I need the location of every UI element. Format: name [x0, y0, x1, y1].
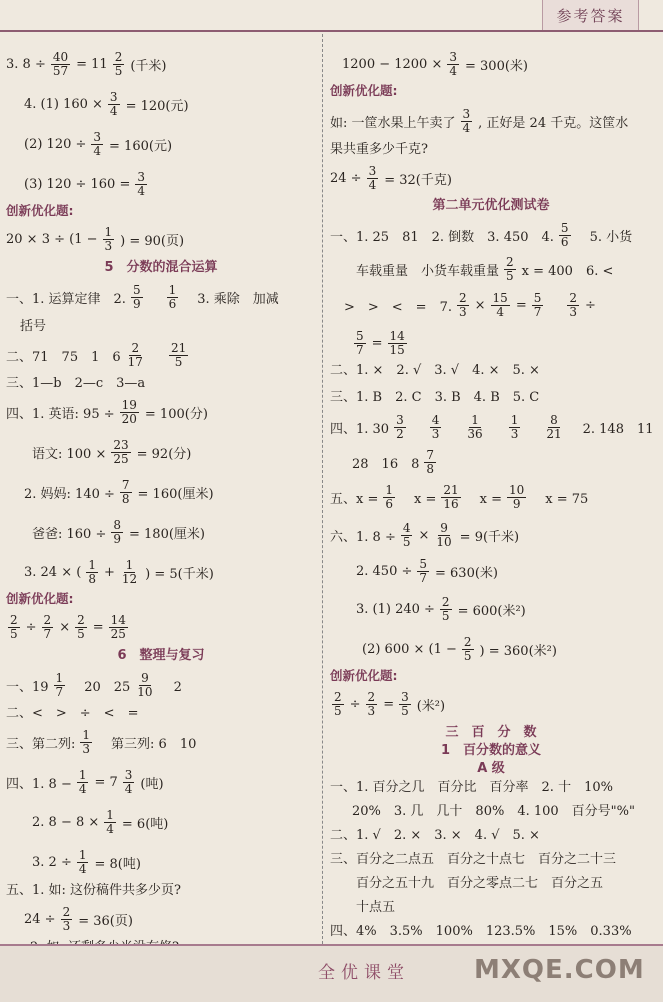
answer-line	[32, 849, 144, 876]
answer-line	[6, 614, 134, 641]
answer-line	[24, 906, 136, 933]
answer-text: 第三列: 6 10	[98, 737, 197, 752]
answer-text: 1200 − 1200 ×	[342, 57, 443, 72]
fraction: $\frac{1}{6}$	[168, 283, 177, 311]
answer-line	[330, 920, 635, 939]
answer-text: 括号	[20, 319, 47, 334]
answer-text: =	[383, 697, 395, 712]
answer-line	[330, 138, 431, 157]
answer-text: (米²)	[416, 699, 446, 714]
fraction: $\frac{5}{9}$	[132, 283, 141, 311]
answer-text: ×	[59, 620, 71, 635]
answer-text: ÷	[349, 697, 361, 712]
answer-text: = 36(页)	[78, 914, 133, 929]
answer-line	[330, 522, 522, 549]
fraction: $\frac{21}{16}$	[443, 483, 459, 511]
fraction: $\frac{2}{5}$	[334, 690, 342, 718]
answer-text: 20 × 3 ÷ (1 −	[6, 232, 98, 247]
section-title: 三 百 分 数	[445, 725, 537, 740]
answer-text: = 100(分)	[144, 407, 208, 422]
fraction: $\frac{1}{8}$	[88, 558, 96, 586]
fraction: $\frac{14}{25}$	[110, 613, 126, 641]
answer-text: = 7	[94, 775, 118, 790]
answer-line	[6, 226, 187, 253]
fraction: $\frac{1}{36}$	[467, 413, 483, 441]
fraction: $\frac{2}{5}$	[506, 255, 514, 283]
answer-line	[356, 558, 501, 585]
answer-line	[330, 414, 657, 441]
answer-text: 二、1. × 2. √ 3. √ 4. × 5. ×	[330, 363, 540, 378]
answer-text: 三、1—b 2—c 3—a	[6, 376, 146, 391]
answer-text	[447, 418, 460, 437]
answer-line	[330, 359, 543, 378]
answer-text: ÷	[585, 298, 596, 313]
answer-line	[356, 896, 398, 915]
answer-text: , 正好是 24 千克。这筐水	[478, 116, 629, 131]
answer-line	[6, 51, 170, 78]
answer-text: 2. 148 11	[569, 422, 654, 437]
answer-text: 车载重量 小货车载重量	[356, 264, 500, 279]
answer-text: =	[371, 336, 383, 351]
answer-text: ) = 90(页)	[120, 234, 185, 249]
page-header-tab	[542, 0, 639, 31]
answer-text	[491, 418, 504, 437]
answer-text: = 9(千米)	[459, 530, 520, 545]
answer-text: 2. 妈妈: 140 ÷	[24, 487, 115, 502]
fraction: $\frac{3}{2}$	[396, 413, 404, 441]
fraction: $\frac{3}{4}$	[137, 170, 145, 198]
fraction: $\frac{23}{25}$	[113, 438, 129, 466]
answer-text: 三、1. B 2. C 3. B 4. B 5. C	[330, 390, 540, 405]
answer-text: 百分之五十九 百分之零点二七 百分之五	[356, 876, 604, 891]
answer-text	[549, 296, 562, 315]
fraction: $\frac{2}{5}$	[77, 613, 85, 641]
answer-line	[32, 519, 208, 546]
fraction: $\frac{2}{3}$	[367, 690, 376, 718]
answer-text: (2) 120 ÷	[24, 137, 87, 152]
section-title: 第二单元优化测试卷	[432, 198, 550, 213]
answer-text: 六、1. 8 ÷	[330, 530, 396, 545]
fraction: $\frac{1}{7}$	[55, 671, 64, 699]
answer-text: 一、1. 25 81 2. 倒数 3. 450 4.	[330, 230, 554, 245]
answer-text: 如: 一筐水果上午卖了	[330, 116, 456, 131]
answer-line	[6, 729, 199, 756]
answer-text: 二、71 75 1 6	[6, 350, 121, 365]
answer-line	[330, 386, 542, 405]
answer-text: = 8(吨)	[94, 857, 141, 872]
answer-text: 四、4% 3.5% 100% 123.5% 15% 0.33%	[330, 924, 632, 939]
answer-text: 3. 乘除 加减	[184, 292, 279, 307]
answer-line	[330, 165, 455, 192]
answer-line	[362, 636, 560, 663]
answer-text: > > < = 7.	[344, 300, 452, 315]
answer-line	[330, 824, 543, 843]
answer-text: 5. 小货	[576, 230, 633, 245]
answer-text: ) = 5(千米)	[145, 567, 214, 582]
answer-text: 4. (1) 160 ×	[24, 97, 103, 112]
answer-text: 五、x =	[330, 492, 379, 507]
answer-line	[356, 256, 616, 283]
answer-line	[356, 872, 606, 891]
fraction: $\frac{1}{6}$	[385, 483, 393, 511]
fraction: $\frac{7}{8}$	[121, 478, 130, 506]
fraction: $\frac{10}{9}$	[509, 483, 525, 511]
section-label: 创新优化题:	[330, 668, 398, 683]
answer-text: = 32(千克)	[384, 173, 452, 188]
fraction: $\frac{1}{3}$	[82, 728, 91, 756]
answer-text: ×	[474, 298, 486, 313]
fraction: $\frac{15}{4}$	[492, 291, 508, 319]
fraction: $\frac{1}{12}$	[121, 558, 138, 586]
answer-text: 果共重多少千克?	[330, 142, 428, 157]
answer-text: 2. 450 ÷	[356, 564, 413, 579]
section-title: 5 分数的混合运算	[104, 260, 218, 275]
fraction: $\frac{2}{5}$	[463, 635, 472, 663]
answer-line	[6, 342, 194, 369]
answer-line	[6, 879, 184, 898]
fraction: $\frac{3}{4}$	[124, 768, 133, 796]
answer-text: (千米)	[130, 59, 167, 74]
answer-text: = 300(米)	[465, 59, 528, 74]
answer-text: 2	[160, 680, 182, 695]
section-label: 创新优化题:	[6, 591, 74, 606]
answer-text: = 6(吨)	[121, 817, 169, 832]
answer-text: 3. 24 × (	[24, 565, 82, 580]
answer-line	[330, 222, 635, 249]
fraction: $\frac{1}{3}$	[104, 225, 113, 253]
answer-line	[24, 131, 175, 158]
fraction: $\frac{21}{5}$	[170, 341, 187, 369]
answer-line	[6, 769, 167, 796]
header-rule	[0, 30, 663, 32]
answer-text: 一、19	[6, 680, 49, 695]
footer-series: 全优课堂	[318, 963, 410, 983]
section-label: 创新优化题:	[6, 203, 74, 218]
answer-text	[526, 418, 539, 437]
answer-line	[6, 284, 282, 311]
fraction: $\frac{4}{3}$	[431, 413, 440, 441]
answer-text: (2) 600 × (1 −	[362, 642, 457, 657]
answer-text: = 92(分)	[136, 447, 192, 462]
answer-text: 3. (1) 240 ÷	[356, 602, 435, 617]
answer-text: 一、1. 百分之几 百分比 百分率 2. 十 10%	[330, 780, 613, 795]
fraction: $\frac{4}{5}$	[402, 521, 411, 549]
fraction: $\frac{2}{17}$	[127, 341, 143, 369]
answer-line	[352, 330, 413, 357]
answer-text: 3. 2 ÷	[32, 855, 72, 870]
answer-text: 24 ÷	[24, 912, 56, 927]
fraction: $\frac{5}{7}$	[356, 329, 364, 357]
fraction: $\frac{2}{7}$	[43, 613, 52, 641]
answer-text	[151, 346, 164, 365]
answer-line	[20, 315, 49, 334]
section-title: A 级	[477, 761, 505, 776]
answer-line	[330, 776, 616, 795]
column-divider	[322, 34, 323, 944]
section-title: 6 整理与复习	[117, 648, 205, 663]
fraction: $\frac{7}{8}$	[426, 448, 434, 476]
answer-line	[344, 292, 599, 319]
fraction: $\frac{3}{5}$	[401, 690, 409, 718]
answer-text: 四、1. 30	[330, 422, 390, 437]
answer-text: 二、1. √ 2. × 3. × 4. √ 5. ×	[330, 828, 540, 843]
answer-text: 二、< > ÷ < =	[6, 706, 139, 721]
answer-text: 爸爸: 160 ÷	[32, 527, 107, 542]
answer-line	[24, 171, 153, 198]
answer-text: 四、1. 英语: 95 ÷	[6, 407, 115, 422]
answer-text: = 600(米²)	[457, 604, 526, 619]
answer-text: = 160(元)	[109, 139, 173, 154]
answer-text	[149, 288, 162, 307]
answer-text: x = 75	[532, 492, 589, 507]
answer-text: 十点五	[356, 900, 396, 915]
answer-text: 28 16 8	[352, 457, 420, 472]
answer-line	[24, 91, 192, 118]
answer-text: x = 400 6. <	[521, 264, 614, 279]
fraction: $\frac{3}{4}$	[109, 90, 118, 118]
fraction: $\frac{3}{4}$	[93, 130, 102, 158]
answer-line	[6, 399, 211, 426]
fraction: $\frac{8}{21}$	[546, 413, 562, 441]
answer-text: 语文: 100 ×	[32, 447, 107, 462]
fraction: $\frac{40}{57}$	[52, 50, 69, 78]
fraction: $\frac{1}{3}$	[510, 413, 519, 441]
section-label: 创新优化题:	[330, 83, 398, 98]
answer-text: 24 ÷	[330, 171, 362, 186]
fraction: $\frac{2}{5}$	[10, 613, 18, 641]
answer-line	[330, 691, 448, 718]
answer-text: 20% 3. 几 几十 80% 4. 100 百分号"%"	[352, 804, 635, 819]
answer-text: = 160(厘米)	[137, 487, 214, 502]
answer-line	[6, 672, 185, 699]
fraction: $\frac{9}{10}$	[436, 521, 452, 549]
answer-text: = 120(元)	[125, 99, 189, 114]
answer-line	[24, 559, 217, 586]
answer-text: 三、第二列:	[6, 737, 76, 752]
answer-text: x =	[401, 492, 437, 507]
section-title: 1 百分数的意义	[440, 743, 542, 758]
watermark: MXQE.COM	[474, 955, 645, 985]
answer-line	[330, 108, 631, 135]
fraction: $\frac{14}{15}$	[389, 329, 405, 357]
fraction: $\frac{19}{20}$	[121, 398, 137, 426]
answer-line	[32, 439, 194, 466]
fraction: $\frac{9}{10}$	[137, 671, 153, 699]
answer-line	[330, 848, 619, 867]
answer-line	[32, 809, 171, 836]
fraction: $\frac{3}{4}$	[368, 164, 377, 192]
answer-text: ) = 360(米²)	[479, 644, 557, 659]
fraction: $\frac{5}{7}$	[419, 557, 428, 585]
answer-line	[342, 51, 531, 78]
fraction: $\frac{1}{4}$	[106, 808, 114, 836]
answer-text: x =	[466, 492, 502, 507]
fraction: $\frac{8}{9}$	[113, 518, 121, 546]
fraction: $\frac{5}{7}$	[533, 291, 542, 319]
answer-text: +	[103, 565, 115, 580]
answer-text: = 630(米)	[435, 566, 498, 581]
answer-text: ×	[418, 528, 430, 543]
fraction: $\frac{1}{4}$	[78, 768, 87, 796]
answer-text: 2. 8 − 8 ×	[32, 815, 100, 830]
fraction: $\frac{2}{3}$	[569, 291, 578, 319]
answer-text: 3. 8 ÷	[6, 57, 46, 72]
fraction: $\frac{5}{6}$	[560, 221, 569, 249]
answer-text: 一、1. 运算定律 2.	[6, 292, 126, 307]
answer-text: = 11	[76, 57, 108, 72]
answer-text: (3) 120 ÷ 160 =	[24, 177, 131, 192]
answer-line	[356, 596, 529, 623]
fraction: $\frac{3}{4}$	[462, 107, 471, 135]
answer-line	[352, 449, 442, 476]
answer-line	[352, 800, 638, 819]
fraction: $\frac{2}{3}$	[458, 291, 467, 319]
fraction: $\frac{2}{3}$	[62, 905, 71, 933]
answer-text: ÷	[25, 620, 37, 635]
answer-text: = 180(厘米)	[129, 527, 205, 542]
answer-text: 20 25	[71, 680, 131, 695]
answer-line	[24, 479, 217, 506]
answer-text: =	[515, 298, 527, 313]
answer-text	[412, 418, 425, 437]
fraction: $\frac{2}{5}$	[441, 595, 450, 623]
answer-text: 五、1. 如: 这份稿件共多少页?	[6, 883, 182, 898]
answer-text: =	[92, 620, 104, 635]
fraction: $\frac{2}{5}$	[114, 50, 123, 78]
answer-line	[6, 372, 148, 391]
header-title: 参考答案	[556, 6, 625, 25]
fraction: $\frac{3}{4}$	[449, 50, 457, 78]
answer-text: 四、1. 8 −	[6, 777, 72, 792]
answer-line	[330, 484, 591, 511]
answer-line	[6, 702, 141, 721]
answer-text: (吨)	[140, 777, 164, 792]
fraction: $\frac{1}{4}$	[78, 848, 87, 876]
answer-text: 三、百分之二点五 百分之十点七 百分之二十三	[330, 852, 617, 867]
